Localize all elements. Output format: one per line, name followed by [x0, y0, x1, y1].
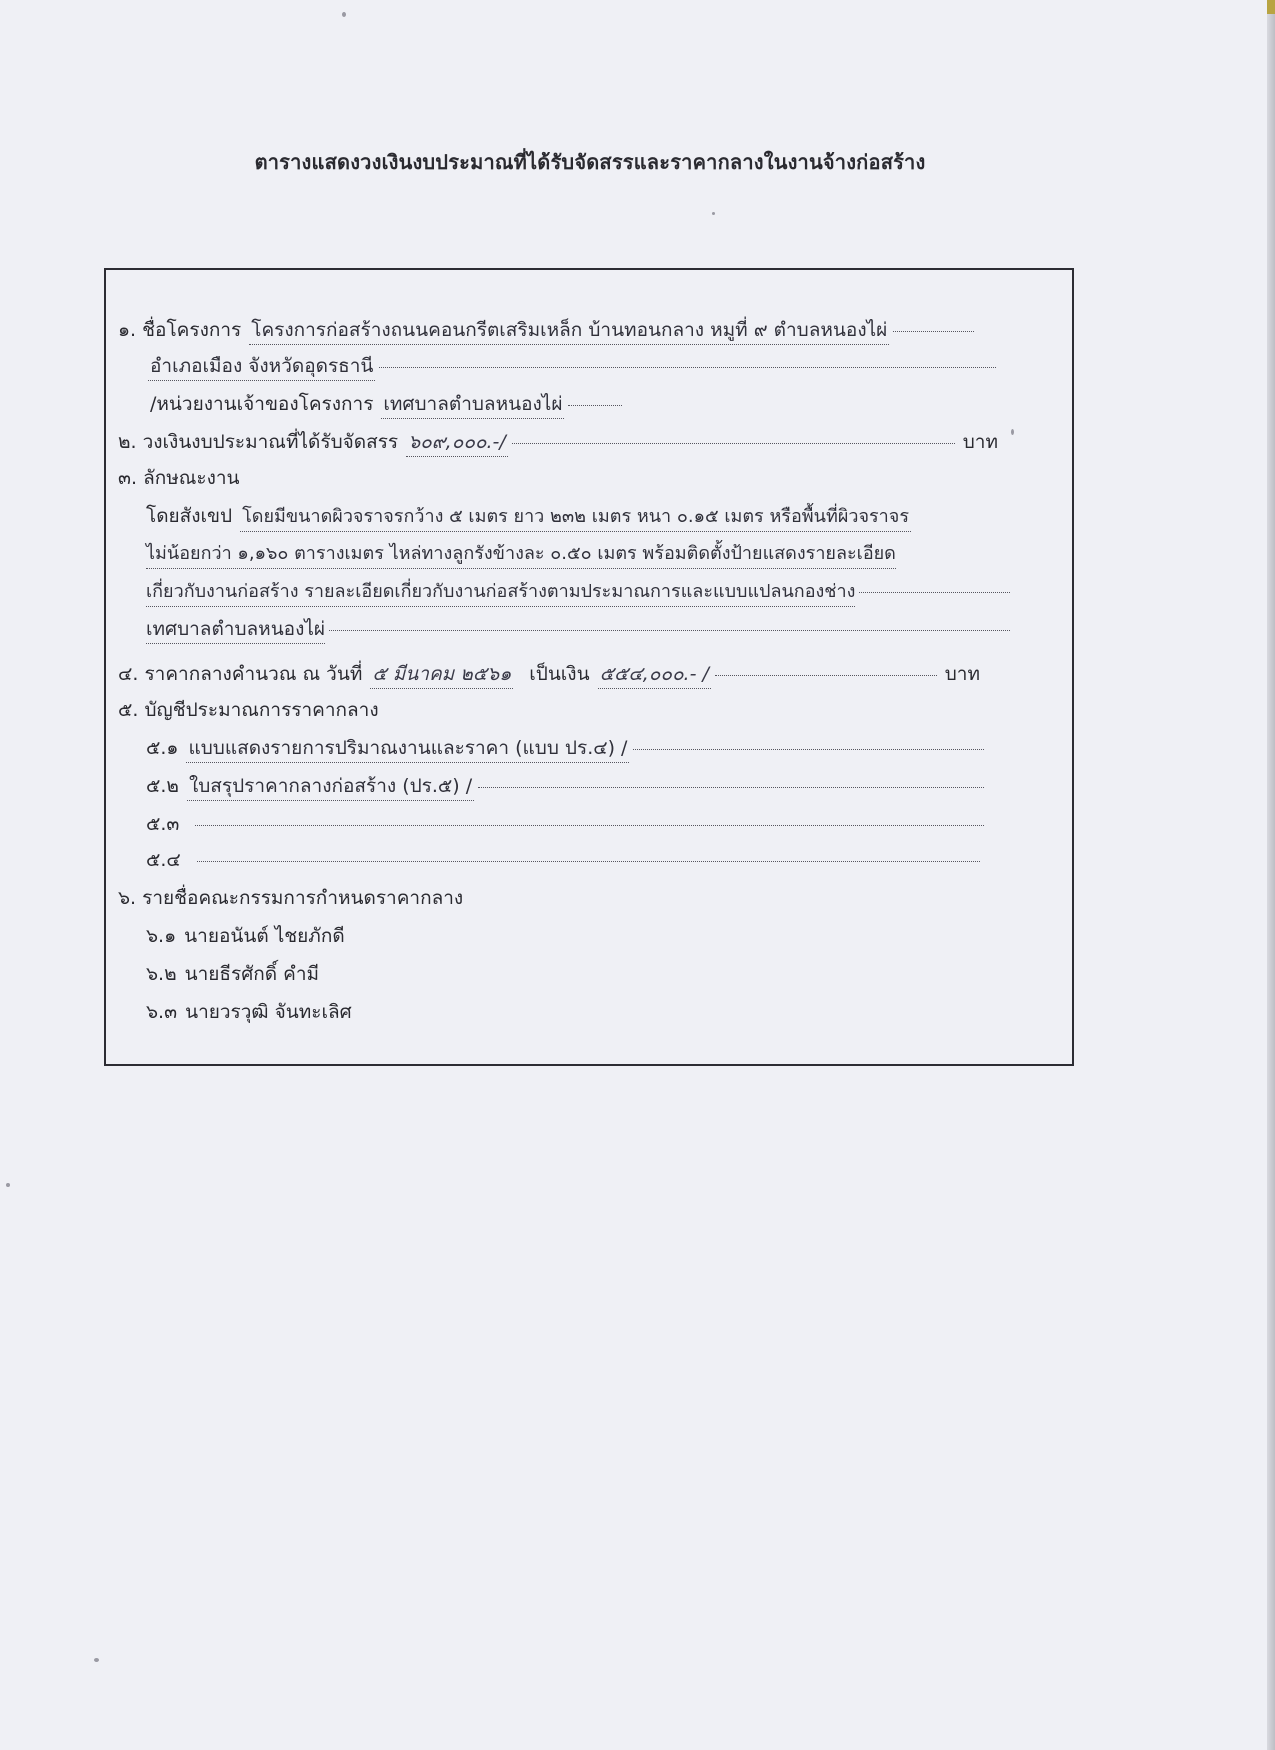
work-desc-line2: ไม่น้อยกว่า ๑,๑๖๐ ตารางเมตร ไหล่ทางลูกรังข้างละ ๐.๕๐ เมตร พร้อมติดตั้งป้ายแสดงรายละเอียด — [146, 540, 896, 569]
item5-sub-row — [146, 810, 984, 838]
committee-member-num: ๖.๒ — [146, 963, 177, 985]
item5-sub-num: ๕.๒ — [146, 775, 179, 797]
scan-speck — [342, 12, 346, 17]
item5-label: ๕. บัญชีประมาณการราคากลาง — [118, 699, 379, 721]
item3-label: ๓. ลักษณะงาน — [118, 467, 240, 489]
budget-amount: ๖๐๙,๐๐๐.-/ — [406, 428, 508, 457]
page-edge — [1267, 0, 1275, 1750]
work-desc-line1: โดยมีขนาดผิวจราจรกว้าง ๕ เมตร ยาว ๒๓๒ เมตร หนา ๐.๑๕ เมตร หรือพื้นที่ผิวจราจร — [240, 503, 911, 532]
item4-amount-label: เป็นเงิน — [529, 663, 590, 685]
item5-sub-row — [146, 734, 984, 763]
item3-desc4-row — [146, 615, 1010, 644]
item1-row2 — [148, 352, 996, 381]
committee-member — [146, 998, 352, 1026]
item3-desc1-row — [146, 502, 1010, 532]
item2-unit: บาท — [962, 431, 998, 453]
item5-sub-num: ๕.๑ — [146, 737, 179, 759]
item2-label: ๒. วงเงินงบประมาณที่ได้รับจัดสรร — [118, 431, 399, 453]
scan-speck — [712, 212, 715, 215]
item1-row — [118, 316, 974, 345]
committee-member-num: ๖.๑ — [146, 925, 177, 947]
item5-row — [118, 696, 379, 724]
document-title: ตารางแสดงวงเงินงบประมาณที่ได้รับจัดสรรและราคากลางในงานจ้างก่อสร้าง — [254, 150, 926, 174]
item6-row — [118, 884, 463, 912]
committee-member-name: นายวรวุฒิ จันทะเลิศ — [185, 1001, 352, 1023]
price-date: ๕ มีนาคม ๒๕๖๑ — [370, 660, 513, 689]
agency-label: /หน่วยงานเจ้าของโครงการ — [150, 393, 374, 415]
committee-member — [146, 960, 319, 988]
project-name-line2: อำเภอเมือง จังหวัดอุดรธานี — [148, 352, 375, 381]
project-name-line1: โครงการก่อสร้างถนนคอนกรีตเสริมเหล็ก บ้านทอนกลาง หมูที่ ๙ ตำบลหนองไผ่ — [249, 316, 889, 345]
item5-sub-row — [146, 846, 980, 874]
item3-desc3-row — [146, 578, 1010, 607]
committee-member-name: นายอนันต์ ไชยภักดี — [184, 925, 345, 947]
page-edge-mark — [1267, 0, 1275, 14]
committee-member-num: ๖.๓ — [146, 1001, 178, 1023]
scan-speck — [6, 1183, 10, 1187]
committee-member-name: นายธีรศักดิ์ คำมี — [184, 963, 320, 985]
agency-row — [150, 390, 622, 419]
item3-row — [118, 464, 240, 492]
item6-label: ๖. รายชื่อคณะกรรมการกำหนดราคากลาง — [118, 887, 464, 909]
work-desc-line3: เกี่ยวกับงานก่อสร้าง รายละเอียดเกี่ยวกับงานก่อสร้างตามประมาณการและแบบแปลนกองช่าง — [146, 578, 855, 607]
committee-member — [146, 922, 345, 950]
item3-desc2-row — [146, 540, 1010, 569]
item5-sub-text: ใบสรุปราคากลางก่อสร้าง (ปร.๕) / — [187, 772, 474, 801]
scan-speck — [94, 1658, 99, 1662]
item1-label: ๑. ชื่อโครงการ — [118, 319, 242, 341]
item5-sub-num: ๕.๔ — [146, 849, 181, 871]
item5-sub-num: ๕.๓ — [146, 813, 180, 835]
item4-row — [118, 660, 980, 689]
item4-unit: บาท — [944, 663, 980, 685]
work-desc-line4: เทศบาลตำบลหนองไผ่ — [146, 615, 325, 644]
item2-row — [118, 428, 998, 457]
item5-sub-text: แบบแสดงรายการปริมาณงานและราคา (แบบ ปร.๔) / — [186, 734, 629, 763]
median-price-amount: ๕๕๔,๐๐๐.- / — [598, 660, 711, 689]
item5-sub-row — [146, 772, 984, 801]
item4-label: ๔. ราคากลางคำนวณ ณ วันที่ — [118, 663, 363, 685]
agency-value: เทศบาลตำบลหนองไผ่ — [381, 390, 564, 419]
item3-prefix: โดยสังเขป — [146, 505, 233, 527]
